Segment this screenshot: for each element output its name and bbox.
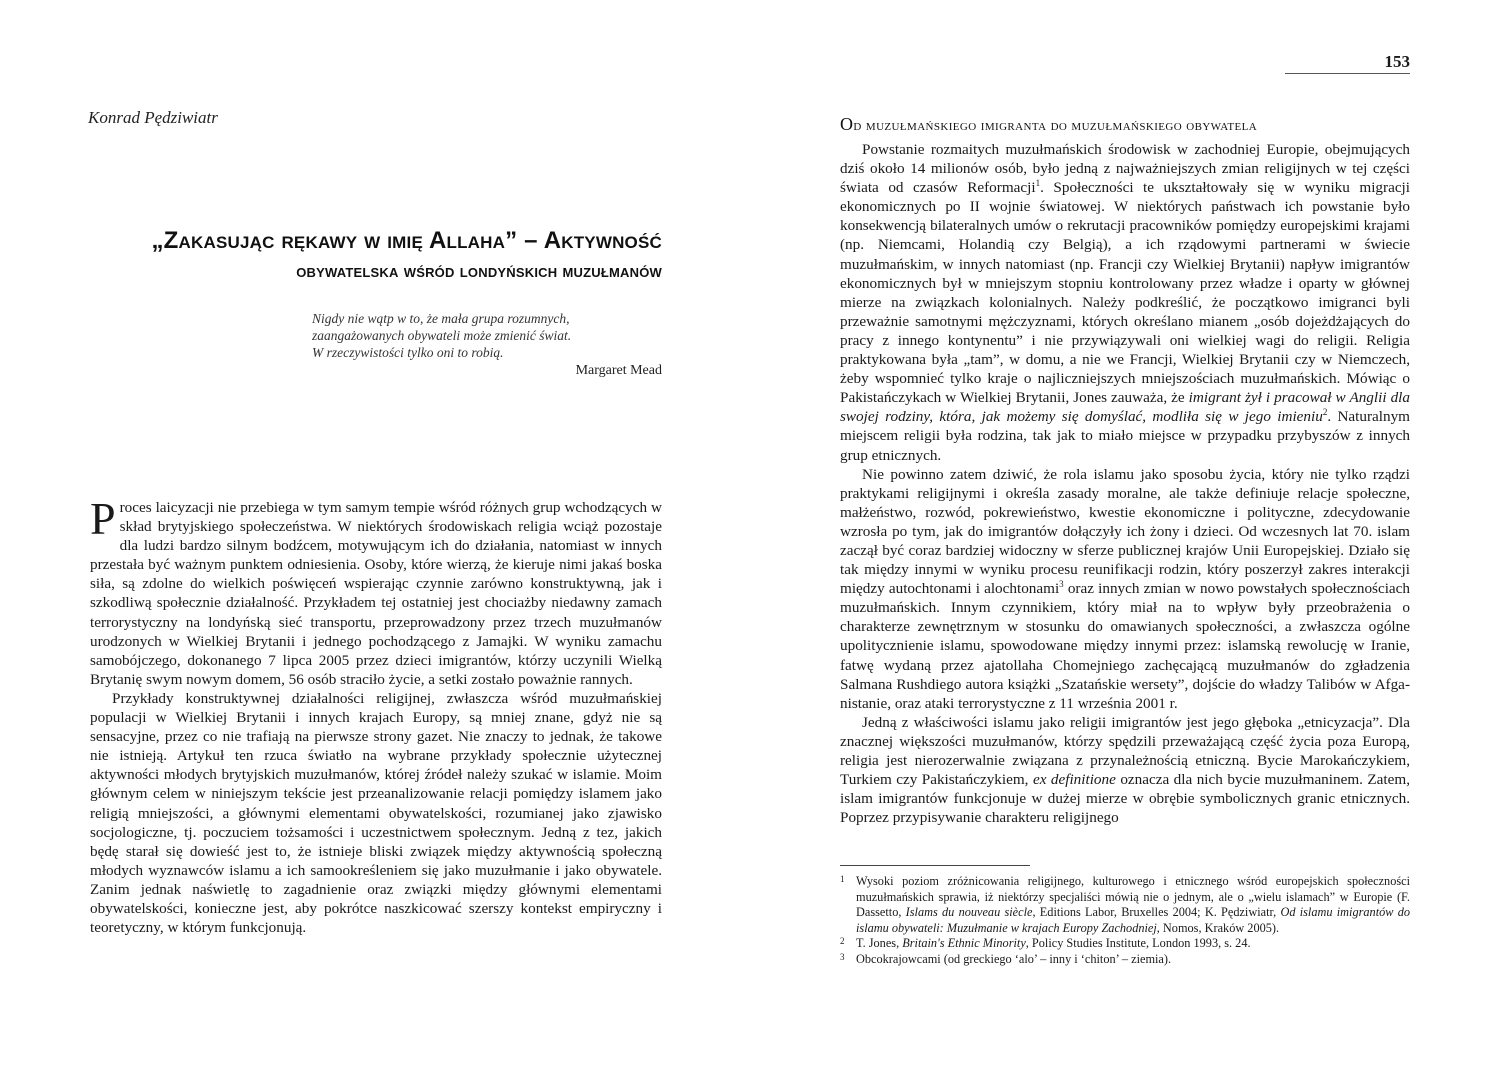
epigraph: [312, 310, 662, 361]
article-title-line1: „Zakasując rękawy w imię Allaha” – Aktywność: [151, 227, 662, 254]
paragraph: [840, 465, 1410, 713]
text-run: , Nomos, Kraków 2005).: [1156, 920, 1280, 935]
footnote-2: [840, 936, 1410, 952]
footnote-ref[interactable]: 3: [1059, 579, 1064, 590]
footnote-number: 3: [840, 951, 845, 962]
right-body-text: [840, 140, 1410, 827]
text-run: Wysoki poziom zróżnicowania religijnego, kulturowego i etnicznego wśród europejskich społeczności muzułmańskich sprawia, iż niektórzy specjaliści mówią nie o jednym, ale o „wielu islamach” w Europie (F. Dassetto,: [856, 874, 1410, 919]
epigraph-author: Margaret Mead: [575, 363, 662, 378]
text-run: . Społeczności te ukształtowały się w wyniku migracji ekonomicznych po II wojnie światowej. W niektórych państwach ich powstanie było konsekwencją bilateralnych umów o rekrutacji pracowników pomiędzy europejskimi krajami (np. Niemcami, Holandią czy Belgią), a ich rządowymi partnerami w świecie muzułmańskim, w innych natomiast (np. Francji czy Wielkiej Brytanii) napływ imigrantów ekonomicznych był w mniejszym stopniu kontrolowany przez władze i oparty w głównej mierze na związkach kolonialnych. Należy podkreślić, że początkowo imigranci byli przeważnie samotnymi mężczyznami, których określano mianem „osób dojeżdżających do pracy z innego kontynentu” i nie przywiązywali oni wielkiej wagi do religii. Religia praktykowana była „tam”, w domu, a nie we Francji, Wielkiej Brytanii czy w Niemczech, żeby wspomnieć tylko kraje o najliczniejszych mniejszościach muzułmańskich. Mówiąc o Pakistańczykach w Wielkiej Brytanii, Jones zauważa, że: [840, 179, 1410, 407]
footnote-1: [840, 874, 1410, 936]
quote-italic: imigrant żył i pracował w Anglii dla swojej rodziny, która, jak możemy się domyślać, modliła się w jego imieniu: [840, 389, 1410, 426]
right-page: [750, 0, 1500, 1072]
section-title-text: d muzułmańskiego imigranta do muzułmańskiego obywatela: [853, 118, 1258, 134]
footnote-ref[interactable]: 2: [1322, 407, 1328, 418]
drop-cap: P: [90, 493, 116, 544]
text-run: , Policy Studies Institute, London 1993, s. 24.: [1025, 936, 1251, 950]
paragraph-text: roces laicyzacji nie przebiega w tym samym tempie wśród różnych grup wchodzących w skład brytyjskiego społeczeństwa. W niektórych środowiskach religia wciąż pozostaje dla ludzi bardzo silnym bodźcem, motywującym ich do działania, natomiast w innych przestała być ważnym punktem odniesienia. Osoby, które wierzą, że kieruje nimi jakaś boska siła, są zdolne do wielkich poświęceń wspierając czynnie zarówno konstruktywną, jak i szkodliwą społecznie działalność. Przykładem tej ostatniej jest chociażby niedawny zamach terrorystyczny na londyńską sieć transportu, przeprowadzony przez trzech muzułmanów urodzonych w Wielkiej Brytanii i jednego pochodzącego z Jamajki. W wyniku zamachu samobójczego, dokonanego 7 lipca 2005 przez dzieci imigrantów, którzy uczynili Wielką Brytanię swym nowym domem, 56 osób straciło życie, a setki zostało poważnie rannych.: [90, 499, 662, 688]
text-run: , Editions Labor, Bruxelles 2004; K. Pędziwiatr,: [1032, 905, 1281, 919]
text-run: oznacza dla nich bycie muzułmaninem. Zatem, islam imigrantów funkcjonuje w dużej mierze w obrębie symbolicznych granic etnicznych. Poprzez przypisywanie charakteru religijnego: [840, 771, 1410, 827]
author-name: Konrad Pędziwiatr: [88, 108, 218, 127]
article-title: [90, 226, 662, 286]
text-run: Jedną z właściwości islamu jako religii imigrantów jest jego głęboka „etnicyzacja”. Dla znacznej większości muzułmanów, którzy spędzili przeważającą część życia poza Europą, religia jest nierozerwalnie związana z przynależnością etniczną. Bycie Marokańczykiem, Turkiem czy Pakistańczykiem,: [840, 713, 1410, 789]
paragraph: [90, 493, 662, 689]
epigraph-line: Nigdy nie wątp w to, że mała grupa rozumnych,: [312, 311, 570, 326]
book-title: Britain's Ethnic Minority: [902, 936, 1026, 950]
section-title-initial: O: [840, 114, 854, 134]
left-body-text: [90, 493, 662, 937]
footnotes: [840, 874, 1410, 967]
section-title: [840, 114, 1420, 135]
paragraph: [840, 713, 1410, 828]
footnote-ref[interactable]: 1: [1035, 178, 1041, 189]
footnote-number: 1: [840, 874, 845, 884]
latin-italic: ex definitione: [1032, 771, 1116, 789]
epigraph-line: zaangażowanych obywateli może zmienić świat.: [312, 328, 572, 343]
page-number: 153: [1384, 52, 1410, 71]
text-run: . Naturalnym miejscem religii była rodzina, tak jak to miało miejsce w przypadku przybyszów z innych grup etnicznych.: [840, 408, 1410, 464]
text-run: Obcokrajowcami (od greckiego ‘alo’ – inny i ‘chiton’ – ziemia).: [856, 951, 1172, 966]
book-title: Od islamu imigrantów do islamu obywateli: Muzułmanie w krajach Europy Zachodniej: [856, 905, 1410, 935]
text-run: Nie powinno zatem dziwić, że rola islamu jako sposobu życia, który nie tylko rządzi praktykami religijnymi i określa zasady moralne, ale także definiuje relacje społeczne, małżeństwo, rozwód, pokrewieństwo, kwestie ekonomiczne i polityczne, zdecydowanie wzrosła po tym, jak do imigrantów dołączyły ich żony i dzieci. Od wczesnych lat 70. islam zaczął być coraz bardziej widoczny w sferze publicznej krajów Unii Europejskiej. Działo się tak między innymi w wyniku procesu reunifikacji rodzin, który poszerzył zakres interakcji między autochtonami i alochtonami: [840, 465, 1410, 598]
footnote-number: 2: [840, 936, 845, 946]
footnote-3: [840, 952, 1410, 968]
text-run: Powstanie rozmaitych muzułmańskich środowisk w zachodniej Europie, obejmujących dziś około 14 milionów osób, było jedną z najważniejszych zmian religijnych w tej części świata od czasów Reformacji: [840, 141, 1410, 197]
paragraph: Przykłady konstruktywnej działalności religijnej, zwłaszcza wśród muzułmańskiej populacji w Wielkiej Brytanii i innych krajach Europy, są mniej znane, gdyż nie są sensacyjne, przez co nie trafiają na pierwsze strony gazet. Nie znaczy to jednak, że takowe nie istnieją. Artykuł ten rzuca światło na wybrane przykłady społecznie użytecznej aktywności młodych brytyjskich muzułmanów, której źródeł należy szukać w islamie. Moim głównym celem w niniejszym tekście jest przeanalizowanie relacji pomiędzy islamem jako religią mniejszości, a głównymi elementami obywatelskości, rozumianej jako zjawisko socjologiczne, tj. poczuciem tożsamości i uczestnictwem społecznym. Jedną z tez, jakich będę starał się dowieść jest to, że istnieje bliski związek między aktywnością społeczną młodych wyznawców islamu a ich samookreśleniem się jako muzułmanie i jako obywatele. Zanim jednak naświetlę to zagadnienie oraz związki między głównymi elementami obywatelskości, konieczne jest, aby pokrótce naszkicować szerszy kontekst empiryczny i teoretyczny, w którym funkcjonują.: [90, 689, 662, 937]
text-run: oraz innych zmian w nowo powstałych społecznościach muzułmańskich. Innym czynnikiem, który miał na to wpływ były przeobrażenia o charakterze zewnętrznym w stosunku do omawianych społeczności, a zwłaszcza ogólne upolitycznienie islamu, spowodowane między innymi przez: islamską rewolucję w Iranie, fatwę wydaną przez ajatollaha Chomejniego zachęcającą muzułmanów do zgładzenia Salmana Rushdiego autora książki „Szatańskie wersety”, dojście do władzy Talibów w Afganistanie, oraz ataki terrorystyczne z 11 września 2001 r.: [840, 580, 1410, 712]
book-title: Islams du nouveau siècle: [905, 905, 1033, 919]
header-rule: [1285, 73, 1410, 74]
epigraph-line: W rzeczywistości tylko oni to robią.: [312, 345, 504, 360]
paragraph: [840, 140, 1410, 465]
footnote-rule: [840, 865, 1030, 866]
article-title-line2: obywatelska wśród londyńskich muzułmanów: [296, 261, 662, 281]
text-run: T. Jones,: [856, 936, 903, 950]
